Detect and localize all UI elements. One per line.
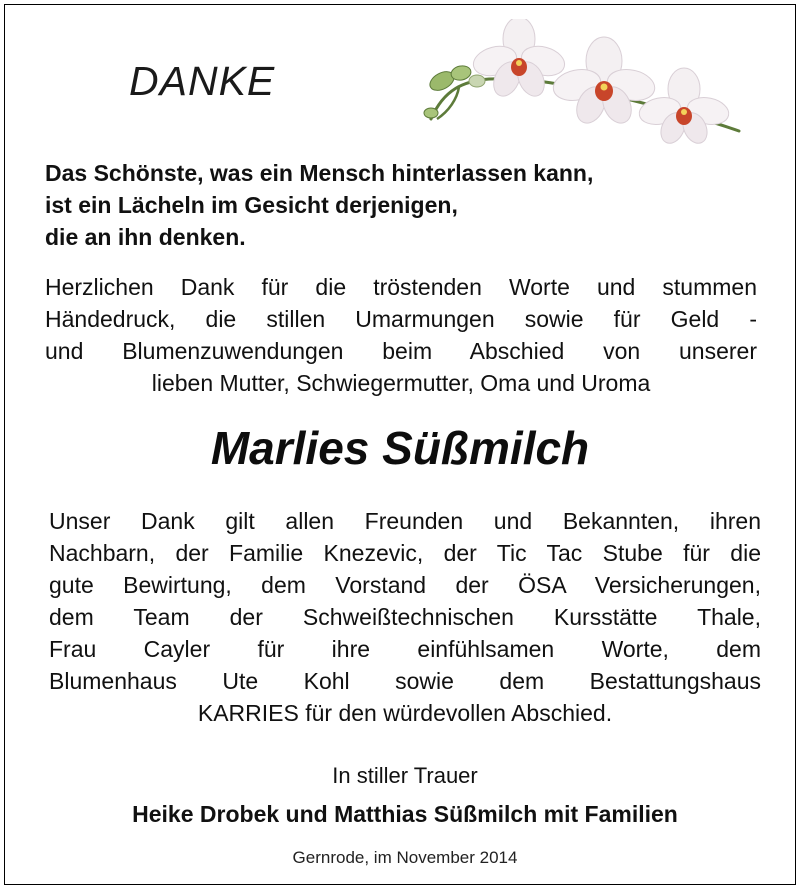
gratitude-paragraph: [49, 505, 761, 729]
gratitude-line: Unser Dank gilt allen Freunden und Bekannten, ihren: [49, 508, 761, 534]
gratitude-line: Frau Cayler für ihre einfühlsamen Worte, dem: [49, 636, 761, 662]
gratitude-line: KARRIES für den würdevollen Abschied.: [197, 700, 613, 726]
gratitude-line: gute Bewirtung, dem Vorstand der ÖSA Versicherungen,: [49, 572, 761, 598]
quote-line: Das Schönste, was ein Mensch hinterlassen kann,: [45, 160, 594, 186]
thanks-line: Händedruck, die stillen Umarmungen sowie für Geld -: [45, 306, 757, 332]
place-and-date: Gernrode, im November 2014: [292, 848, 518, 867]
thanks-line: und Blumenzuwendungen beim Abschied von unserer: [45, 338, 757, 364]
thanks-line: Herzlichen Dank für die tröstenden Worte und stummen: [45, 274, 757, 300]
thanks-paragraph: [45, 271, 757, 399]
gratitude-line: Nachbarn, der Familie Knezevic, der Tic Tac Stube für die: [49, 540, 761, 566]
memorial-quote: [45, 157, 765, 253]
thanks-line: lieben Mutter, Schwiegermutter, Oma und Uroma: [151, 370, 651, 396]
gratitude-line: Blumenhaus Ute Kohl sowie dem Bestattungshaus: [49, 668, 761, 694]
gratitude-line: dem Team der Schweißtechnischen Kursstätte Thale,: [49, 604, 761, 630]
mourning-phrase: In stiller Trauer: [332, 763, 478, 788]
deceased-name: Marlies Süßmilch: [210, 422, 590, 474]
notice-title: DANKE: [129, 58, 276, 104]
orchid-flowers-icon: [419, 19, 749, 154]
quote-line: ist ein Lächeln im Gesicht derjenigen,: [45, 192, 458, 218]
family-signature: Heike Drobek und Matthias Süßmilch mit Familien: [132, 801, 678, 827]
obituary-thank-you-notice: [4, 4, 796, 885]
quote-line: die an ihn denken.: [45, 224, 246, 250]
